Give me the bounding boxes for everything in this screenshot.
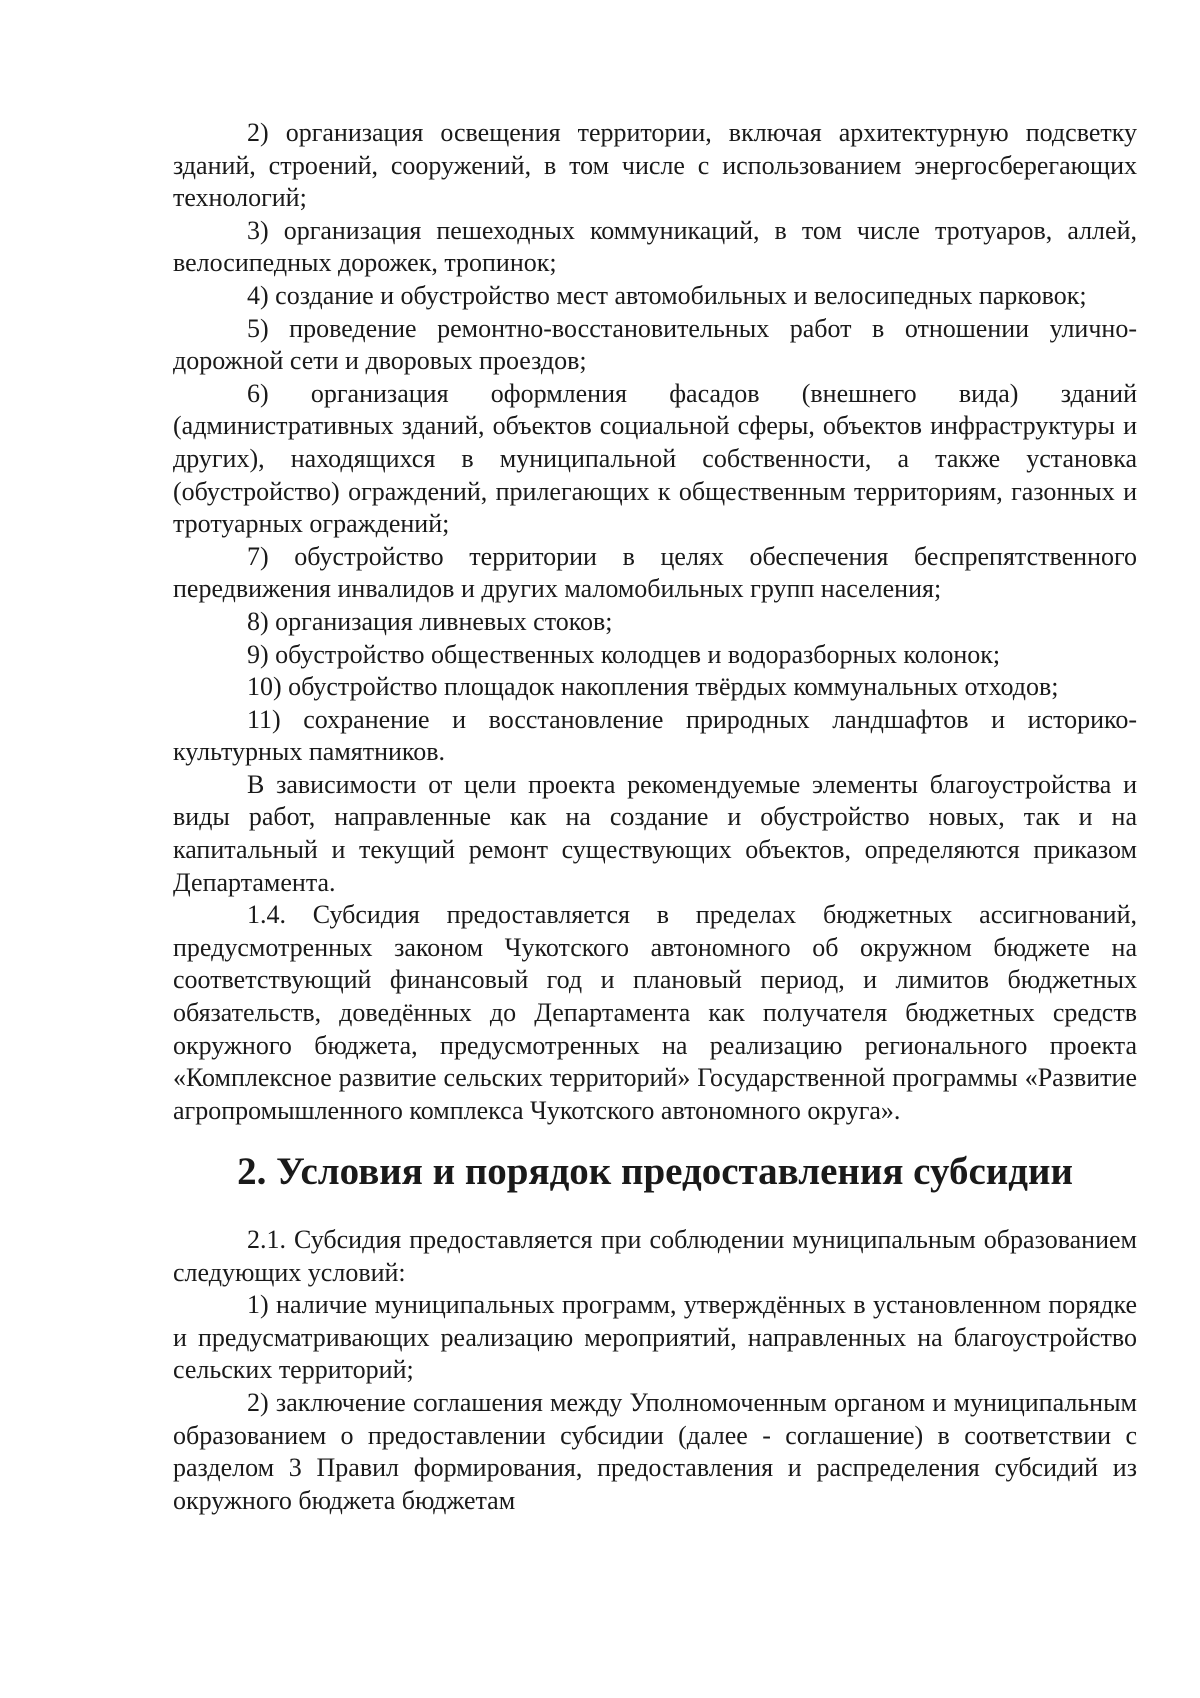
paragraph-item-5-road-repair: 5) проведение ремонтно-восстановительных работ в отношении улично-дорожной сети и дворовых проездов; [173,313,1137,376]
paragraph-condition-2-agreement: 2) заключение соглашения между Уполномоченным органом и муниципальным образованием о предоставлении субсидии (далее - соглашение) в соответствии с разделом 3 Правил формирования, предоставления и распределения субсидий из окружного бюджета бюджетам [173,1387,1137,1515]
paragraph-item-9-wells: 9) обустройство общественных колодцев и водоразборных колонок; [247,639,1001,669]
paragraph-item-8-drainage: 8) организация ливневых стоков; [247,606,613,636]
paragraph-item-3-pedestrian: 3) организация пешеходных коммуникаций, в том числе тротуаров, аллей, велосипедных дорожек, тропинок; [173,215,1137,278]
paragraph-1-4-subsidy: 1.4. Субсидия предоставляется в пределах бюджетных ассигнований, предусмотренных законом Чукотского автономного об окружном бюджете на соответствующий финансовый год и плановый период, и лимитов бюджетных обязательств, доведённых до Департамента как получателя бюджетных средств окружного бюджета, предусмотренных на реализацию регионального проекта «Комплексное развитие сельских территорий» Государственной программы «Развитие агропромышленного комплекса Чукотского автономного округа». [173,900,1137,1125]
paragraph-item-10-waste: 10) обустройство площадок накопления твёрдых коммунальных отходов; [247,672,1059,702]
paragraph-project-elements: В зависимости от цели проекта рекомендуемые элементы благоустройства и виды работ, направленные как на создание и обустройство новых, так и на капитальный и текущий ремонт существующих объектов, определяются приказом Департамента. [173,769,1137,897]
paragraph-2-1-conditions: 2.1. Субсидия предоставляется при соблюдении муниципальным образованием следующих условий: [173,1225,1137,1287]
document-page [173,117,1137,1517]
section-heading: 2. Условия и порядок предоставления субсидии [237,1150,1073,1194]
paragraph-condition-1-programs: 1) наличие муниципальных программ, утверждённых в установленном порядке и предусматривающих реализацию мероприятий, направленных на благоустройство сельских территорий; [173,1290,1137,1385]
paragraph-item-7-accessibility: 7) обустройство территории в целях обеспечения беспрепятственного передвижения инвалидов и других маломобильных групп населения; [173,541,1137,604]
paragraph-item-4-parking: 4) создание и обустройство мест автомобильных и велосипедных парковок; [247,280,1087,310]
paragraph-item-2-lighting: 2) организация освещения территории, включая архитектурную подсветку зданий, строений, сооружений, в том числе с использованием энергосберегающих технологий; [173,118,1137,213]
paragraph-item-11-landscapes: 11) сохранение и восстановление природных ландшафтов и историко-культурных памятников. [173,704,1137,767]
paragraph-item-6-facades: 6) организация оформления фасадов (внешнего вида) зданий (административных зданий, объектов социальной сферы, объектов инфраструктуры и других), находящихся в муниципальной собственности, а также установка (обустройство) ограждений, прилегающих к общественным территориям, газонных и тротуарных ограждений; [173,378,1137,539]
